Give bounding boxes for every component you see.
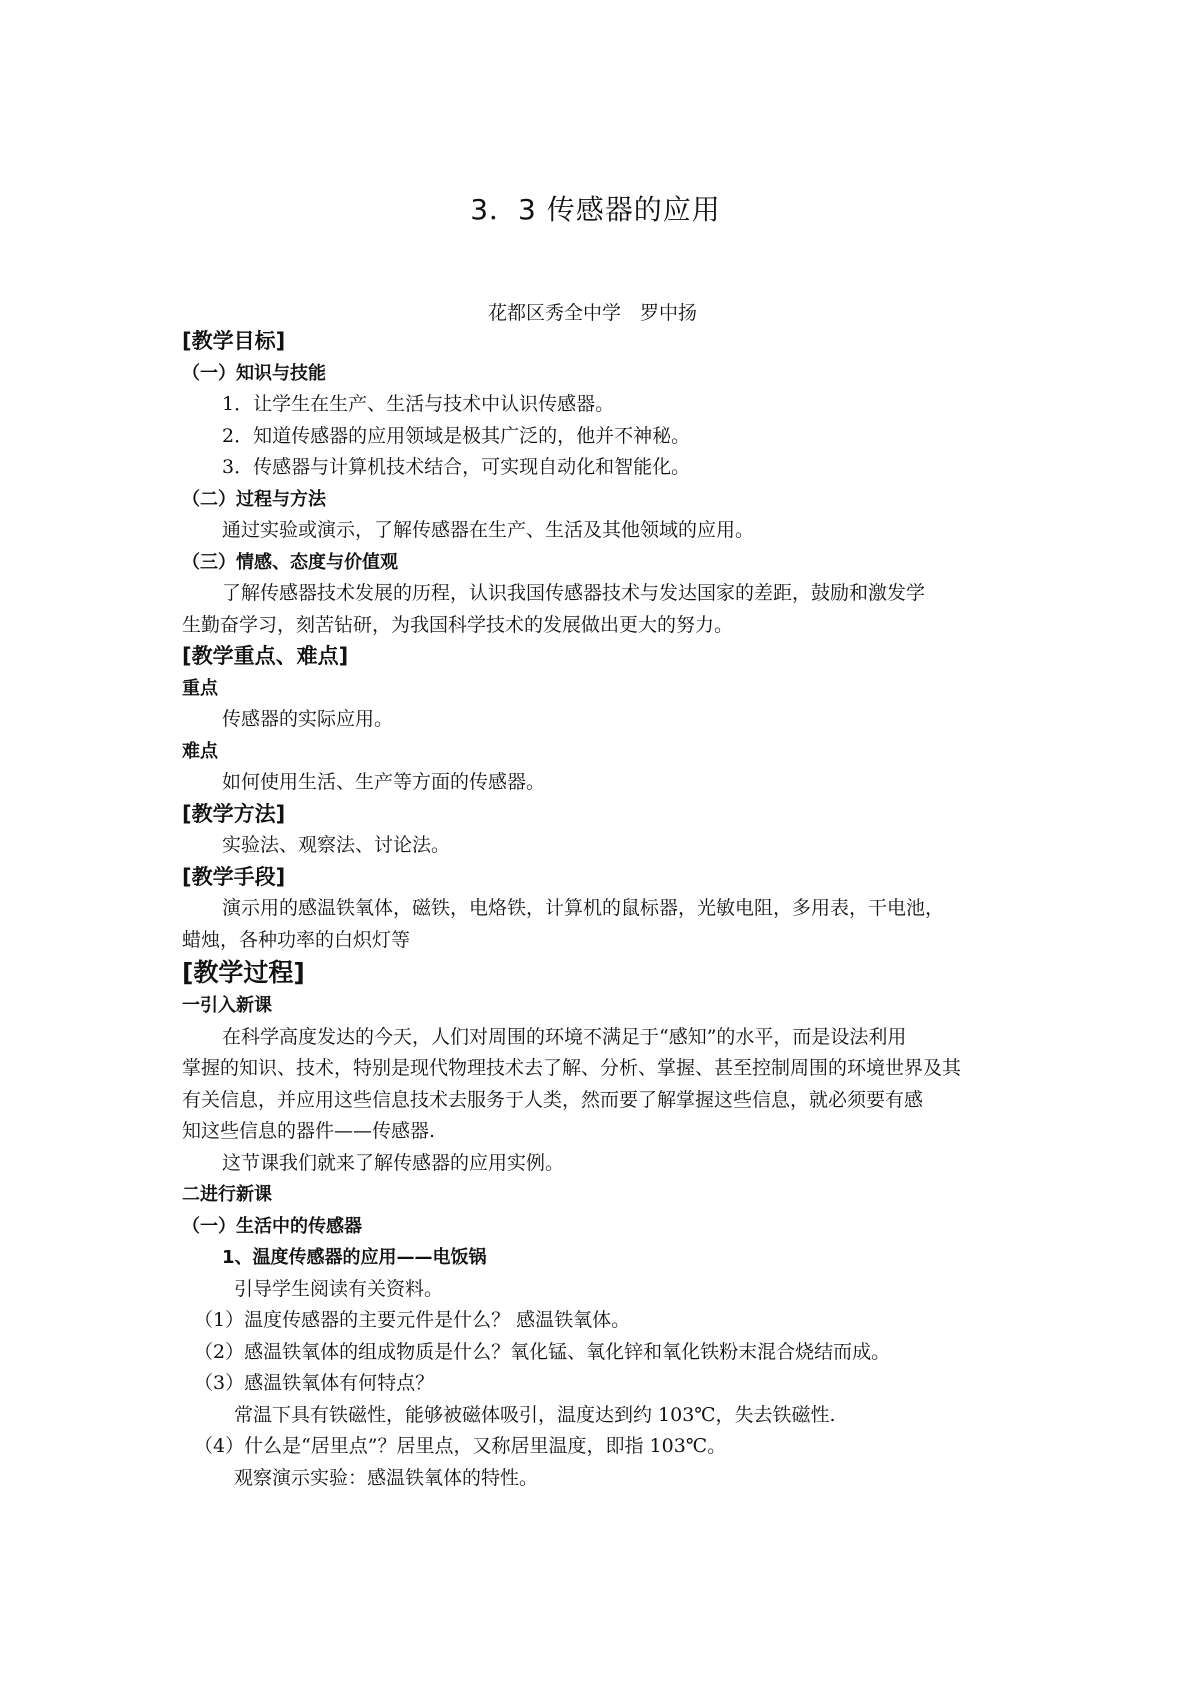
rice-guide: 引导学生阅读有关资料。	[234, 1277, 444, 1300]
question-3-answer: 常温下具有铁磁性，能够被磁体吸引，温度达到约 103℃，失去铁磁性.	[234, 1403, 836, 1426]
difficult-label: 难点	[182, 740, 218, 762]
observe-line: 观察演示实验：感温铁氧体的特性。	[234, 1466, 539, 1489]
knowledge-heading: （一）知识与技能	[182, 362, 326, 384]
method-heading: [教学方法]	[182, 801, 286, 826]
life-sensors-heading: （一）生活中的传感器	[182, 1215, 362, 1237]
rice-cooker-heading: 1、温度传感器的应用——电饭锅	[222, 1247, 487, 1268]
difficult-text: 如何使用生活、生产等方面的传感器。	[222, 771, 546, 793]
means-heading: [教学手段]	[182, 864, 286, 889]
emotion-text-line: 了解传感器技术发展的历程，认识我国传感器技术与发达国家的差距，鼓励和激发学	[222, 582, 926, 604]
knowledge-item: 2．知道传感器的应用领域是极其广泛的，他并不神秘。	[222, 424, 691, 447]
procedure-heading: [教学过程]	[182, 958, 305, 987]
process-text: 通过实验或演示，了解传感器在生产、生活及其他领域的应用。	[222, 519, 755, 541]
emotion-text-line: 生勤奋学习，刻苦钻研，为我国科学技术的发展做出更大的努力。	[182, 613, 734, 636]
question-3: （3）感温铁氧体有何特点？	[194, 1372, 435, 1394]
means-text-line: 蜡烛，各种功率的白炽灯等	[182, 928, 411, 951]
intro-line: 有关信息，并应用这些信息技术去服务于人类，然而要了解掌握这些信息，就必须要有感	[182, 1088, 924, 1111]
key-text: 传感器的实际应用。	[222, 708, 394, 730]
question-1: （1）温度传感器的主要元件是什么？ 感温铁氧体。	[194, 1309, 631, 1331]
knowledge-item: 3．传感器与计算机技术结合，可实现自动化和智能化。	[222, 456, 691, 478]
document-title: 3．3 传感器的应用	[470, 193, 721, 226]
process-heading: （二）过程与方法	[182, 488, 326, 510]
new-lesson-heading: 二进行新课	[182, 1184, 272, 1205]
objectives-heading: [教学目标]	[182, 329, 286, 353]
intro-closing: 这节课我们就来了解传感器的应用实例。	[222, 1151, 565, 1174]
keypoints-heading: [教学重点、难点]	[182, 644, 349, 668]
key-label: 重点	[182, 677, 218, 699]
means-text-line: 演示用的感温铁氧体，磁铁，电烙铁，计算机的鼠标器，光敏电阻，多用表，干电池，	[222, 897, 945, 919]
intro-line: 掌握的知识、技术，特别是现代物理技术去了解、分析、掌握、甚至控制周围的环境世界及其	[182, 1057, 962, 1079]
author-line: 花都区秀全中学 罗中扬	[488, 302, 698, 324]
document-body	[182, 326, 1032, 1494]
knowledge-item: 1．让学生在生产、生活与技术中认识传感器。	[222, 393, 615, 415]
emotion-heading: （三）情感、态度与价值观	[182, 551, 398, 573]
intro-line: 在科学高度发达的今天，人们对周围的环境不满足于“感知”的水平，而是设法利用	[222, 1025, 907, 1048]
intro-heading: 一引入新课	[182, 995, 272, 1016]
question-2: （2）感温铁氧体的组成物质是什么？氧化锰、氧化锌和氧化铁粉末混合烧结而成。	[194, 1340, 891, 1363]
intro-line: 知这些信息的器件——传感器.	[182, 1120, 436, 1142]
question-4: （4）什么是“居里点”？居里点，又称居里温度，即指 103℃。	[194, 1435, 727, 1457]
method-text: 实验法、观察法、讨论法。	[222, 834, 451, 856]
